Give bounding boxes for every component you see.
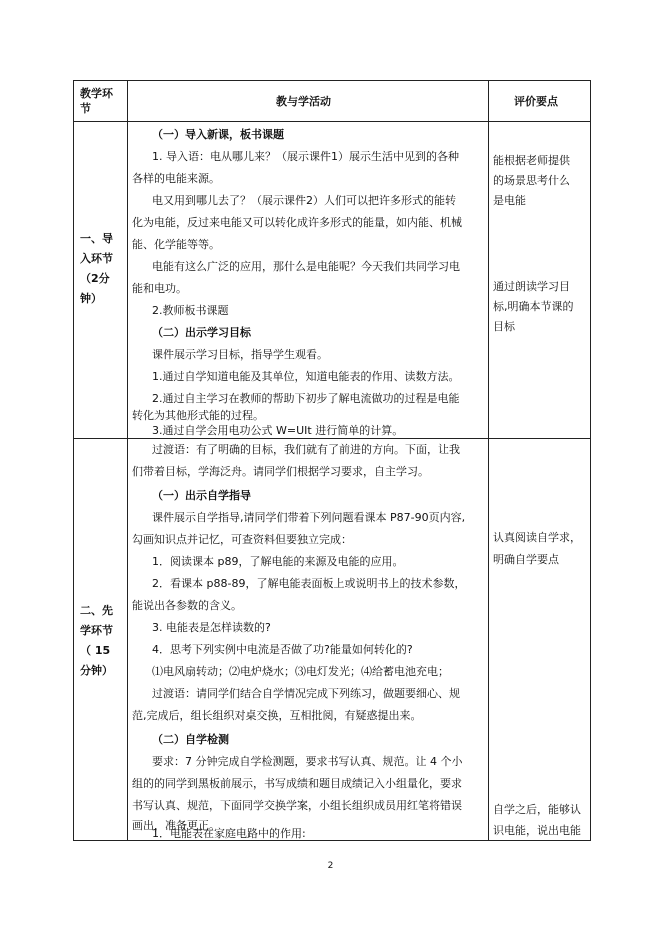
activity-line: 们带着目标，学海泛舟。请同学们根据学习要求，自主学习。 [132,465,429,478]
activity-line: 能和电功。 [132,282,187,295]
activity-line: 2.通过自主学习在教师的帮助下初步了解电流做功的过程是电能 [152,392,460,405]
evaluation-line: 认真阅读自学求， [493,531,581,544]
evaluation-line: 能根据老师提供 [493,154,570,167]
activity-line: 课件展示自学指导,请同学们带着下列问题看课本 P87-90页内容, [152,511,466,524]
lesson-plan-table [73,80,591,841]
activity-line: 课件展示学习目标，指导学生观看。 [152,348,328,361]
activity-line: 勾画知识点并记忆，可查资料但要独立完成： [132,533,352,546]
activity-line: 过渡语：有了明确的目标，我们就有了前进的方向。下面，让我 [152,443,460,456]
activity-line: 1.通过自学知道电能及其单位，知道电能表的作用、读数方法。 [152,370,460,383]
row1-stage-line: 一、导 [80,232,113,245]
header-divider [74,121,590,122]
activity-line: 转化为其他形式能的过程。 [132,409,264,422]
activity-line: 2.教师板书课题 [152,304,229,317]
row1-stage-line: 钟） [80,292,102,305]
activity-line: 画出，准备更正。 [132,819,220,832]
activity-line: 电能有这么广泛的应用，那什么是电能呢？今天我们共同学习电 [152,260,460,273]
row1-stage-line: 入环节 [80,252,113,265]
row1-stage-line: （2分 [80,272,110,285]
activity-line: 过渡语：请同学们结合自学情况完成下列练习，做题要细心、规 [152,687,460,700]
evaluation-line: 的场景思考什么 [493,174,570,187]
activity-line: 能说出各参数的含义。 [132,599,242,612]
header-evaluation: 评价要点 [514,95,558,108]
activity-line: 要求：7 分钟完成自学检测题，要求书写认真、规范。让 4 个小 [152,755,463,768]
activity-line: 书写认真、规范，下面同学交换学案，小组长组织成员用红笔将错误 [132,799,462,812]
column-divider-2 [488,81,489,840]
activity-line: 电又用到哪儿去了？（展示课件2）人们可以把许多形式的能转 [152,194,456,207]
evaluation-line: 自学之后，能够认 [493,803,581,816]
section-heading: （二）出示学习目标 [152,326,251,339]
activity-line: 4．思考下列实例中电流是否做了功?能量如何转化的? [152,643,413,656]
activity-line: 1. 导入语：电从哪儿来？（展示课件1）展示生活中见到的各种 [152,150,459,163]
activity-line: ⑴电风扇转动；⑵电炉烧水；⑶电灯发光；⑷给蓄电池充电； [152,665,449,678]
activity-line: 化为电能，反过来电能又可以转化成许多形式的能量，如内能、机械 [132,216,462,229]
evaluation-line: 标,明确本节课的 [493,300,574,313]
answer-blank [318,840,484,841]
row2-stage-line: （ 15 [80,644,111,657]
activity-line: 2．看课本 p88-89，了解电能表面板上或说明书上的技术参数， [152,577,466,590]
activity-line: 范,完成后，组长组织对桌交换，互相批阅，有疑惑提出来。 [132,709,422,722]
activity-line: 3.通过自学会用电功公式 W=UIt 进行简单的计算。 [152,424,404,437]
header-activity: 教与学活动 [276,95,331,108]
evaluation-line: 是电能 [493,194,526,207]
section-heading: （一）导入新课，板书课题 [152,128,284,141]
row2-stage-line: 分钟） [80,664,113,677]
header-stage-line1: 教学环 [80,87,113,100]
section-heading: （一）出示自学指导 [152,489,251,502]
evaluation-line: 通过朗读学习目 [493,280,570,293]
page-number: 2 [327,861,334,871]
evaluation-line: 目标 [493,320,515,333]
activity-line: 能、化学能等等。 [132,238,220,251]
row-divider [74,438,590,439]
activity-line: 组的的同学到黑板前展示，书写成绩和题目成绩记入小组量化，要求 [132,777,462,790]
activity-line-last: 1．电能表在家庭电路中的作用: [152,827,306,840]
row2-stage-line: 二、先 [80,604,113,617]
row2-stage-line: 学环节 [80,624,113,637]
activity-line: 3. 电能表是怎样读数的? [152,621,271,634]
column-divider-1 [127,81,128,840]
activity-line: 1．阅读课本 p89，了解电能的来源及电能的应用。 [152,555,404,568]
evaluation-line: 识电能，说出电能 [493,824,581,837]
activity-line: 各样的电能来源。 [132,172,220,185]
evaluation-line: 明确自学要点 [493,553,559,566]
header-stage-line2: 节 [80,102,91,115]
section-heading: （二）自学检测 [152,733,229,746]
